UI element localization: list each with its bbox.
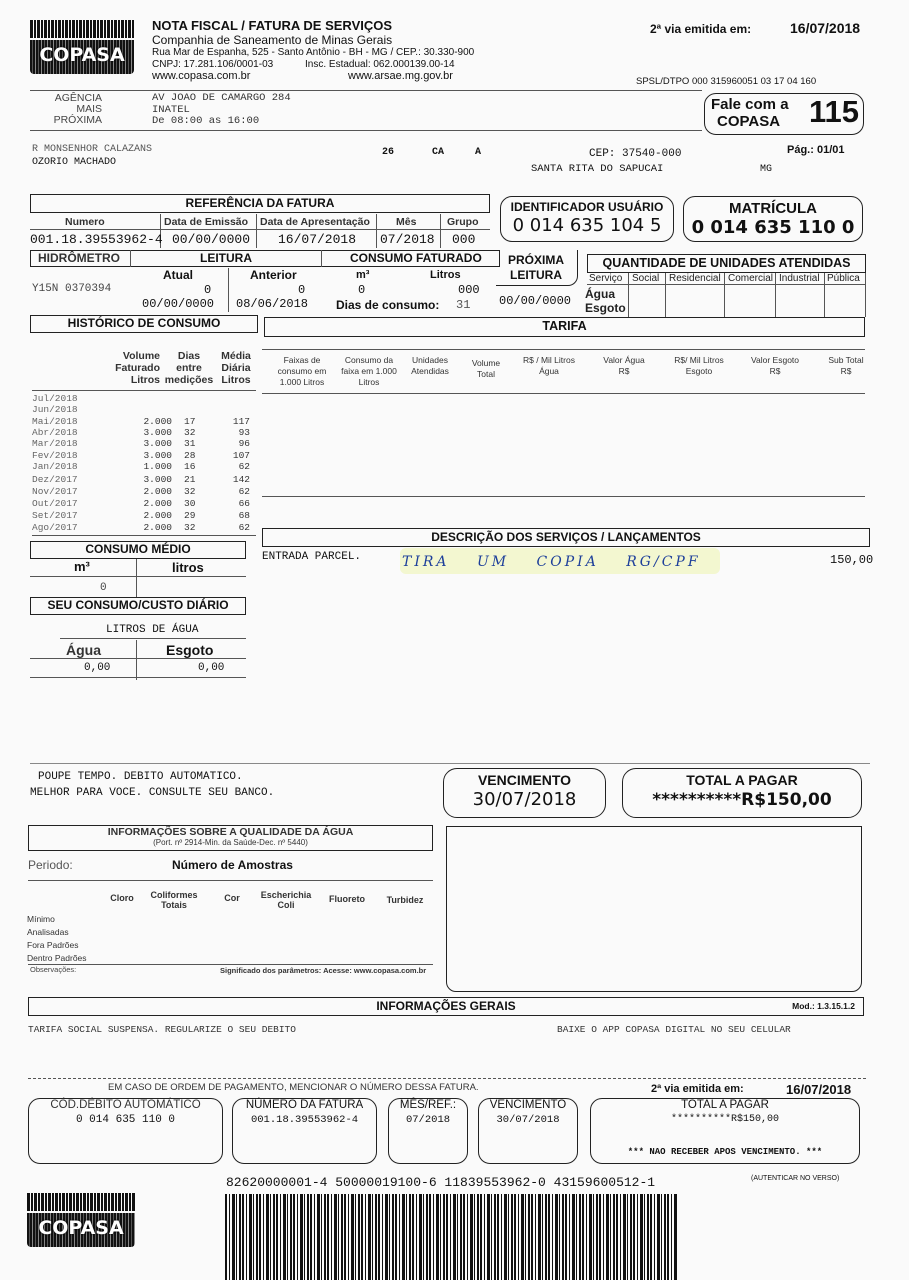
tarifa-col-faixas: Faixas de consumo em 1.000 Litros [277, 355, 327, 387]
historico-row: Fev/2018 3.000 28 107 [32, 450, 250, 461]
nao-receber-aviso: *** NAO RECEBER APOS VENCIMENTO. *** [627, 1147, 823, 1157]
numero-fatura-box [232, 1098, 377, 1164]
page-indicator: Pág.: 01/01 [787, 144, 845, 156]
custo-diario-title: SEU CONSUMO/CUSTO DIÁRIO [30, 597, 246, 615]
total-label: TOTAL A PAGAR [686, 772, 798, 788]
mensagem-line1: POUPE TEMPO. DEBITO AUTOMATICO. [38, 771, 243, 783]
fale-line1: Fale com a [711, 96, 789, 113]
canhoto-vencimento-label: VENCIMENTO [489, 1099, 567, 1111]
payment-barcode [225, 1194, 677, 1280]
document-title: NOTA FISCAL / FATURA DE SERVIÇOS [152, 18, 393, 33]
copasa-logo-footer: COPASA [27, 1193, 135, 1247]
qualidade-title-box [28, 825, 433, 851]
historico-title: HISTÓRICO DE CONSUMO [30, 315, 258, 333]
segunda-via-date: 16/07/2018 [790, 20, 861, 36]
custo-esgoto-label: Esgoto [166, 642, 214, 658]
col-escherichia: Escherichia Coli [260, 890, 312, 910]
client-comp1: CA [432, 147, 445, 158]
qualidade-rows: Mínimo Analisadas Fora Padrões Dentro Padrões [27, 914, 87, 963]
col-fluoreto: Fluoreto [329, 894, 365, 904]
handwritten-note: TIRA UM COPIA RG/CPF [402, 554, 701, 570]
copasa-logo: COPASA [30, 20, 134, 74]
tarifa-col-valor-esgoto: Valor Esgoto R$ [750, 355, 800, 376]
proxima-leitura-label: PRÓXIMA LEITURA [508, 253, 565, 282]
leitura-atual-value: 0 [204, 283, 212, 297]
client-city: SANTA RITA DO SAPUCAI [531, 163, 664, 175]
servico-desc: ENTRADA PARCEL. [262, 551, 362, 563]
company-address: Rua Mar de Espanha, 525 - Santo Antônio - BH - MG / CEP.: 30.330-900 [152, 47, 475, 58]
qualidade-title: INFORMAÇÕES SOBRE A QUALIDADE DA ÁGUA [107, 826, 354, 838]
tarifa-col-unidades: Unidades Atendidas [411, 355, 449, 376]
client-comp2: A [475, 147, 482, 158]
historico-col-media: Média Diária Litros [221, 350, 251, 386]
client-cep: CEP: 37540-000 [589, 148, 682, 160]
consumo-medio-m3-value: 0 [100, 582, 107, 594]
canhoto-total-label: TOTAL A PAGAR [681, 1099, 769, 1111]
info-gerais-box [28, 997, 864, 1016]
historico-row: Mar/2018 3.000 31 96 [32, 438, 250, 449]
hidrometro-label: HIDRÔMETRO [38, 251, 120, 265]
agencia-label: AGÊNCIA MAIS PRÓXIMA [53, 92, 102, 126]
total-value: **********R$150,00 [652, 790, 832, 810]
identificador-value: 0 014 635 104 5 [512, 215, 662, 236]
hidrometro-value: Y15N 0370394 [32, 283, 112, 295]
historico-row: Dez/2017 3.000 21 142 [32, 474, 250, 485]
consumo-litros-label: Litros [430, 269, 461, 281]
mensagem-line2: MELHOR PARA VOCE. CONSULTE SEU BANCO. [30, 787, 275, 799]
client-street: R MONSENHOR CALAZANS [32, 144, 153, 152]
canhoto-total-box [590, 1098, 860, 1164]
vencimento-value: 30/07/2018 [472, 789, 577, 810]
canhoto-total-value: **********R$150,00 [670, 1114, 780, 1125]
custo-agua-value: 0,00 [84, 662, 111, 674]
significado-link[interactable]: Significado dos parâmetros: Acesse: www.copasa.com.br [220, 966, 427, 975]
tarifa-col-rs-esgoto: R$/ Mil Litros Esgoto [674, 355, 724, 376]
numero-fatura-label: NÚMERO DA FATURA [245, 1099, 364, 1111]
vencimento-box [443, 768, 606, 818]
unidades-table: Serviço Social Residencial Comercial Industrial Pública Água Esgoto [587, 273, 866, 317]
dias-consumo-label: Dias de consumo: [336, 298, 440, 312]
canhoto-segunda-via-date: 16/07/2018 [786, 1082, 852, 1097]
tarifa-col-volume: Volume Total [471, 358, 501, 379]
mes-ref-label: MÊS/REF.: [399, 1099, 457, 1111]
client-uf: MG [760, 164, 773, 175]
consumo-m3-label: m³ [356, 269, 370, 281]
periodo-label: Periodo: [28, 858, 73, 872]
consumo-m3-value: 0 [358, 283, 366, 297]
consumo-medio-litros-label: litros [172, 560, 204, 575]
cod-debito-value: 0 014 635 110 0 [75, 1114, 176, 1126]
proxima-leitura-value: 00/00/0000 [499, 294, 572, 308]
tarifa-col-rs-agua: R$ / Mil Litros Água [523, 355, 575, 376]
cod-debito-label: CÓD.DÉBITO AUTOMÁTICO [50, 1099, 201, 1111]
leitura-atual-label: Atual [163, 268, 193, 282]
servicos-title: DESCRIÇÃO DOS SERVIÇOS / LANÇAMENTOS [262, 528, 870, 547]
observacoes-label: Observações: [30, 965, 77, 974]
historico-row: Set/2017 2.000 29 68 [32, 510, 250, 521]
phone-number: 115 [809, 94, 860, 129]
matricula-box [683, 196, 863, 242]
tarifa-col-subtotal: Sub Total R$ [828, 355, 864, 376]
mes-ref-value: 07/2018 [405, 1114, 451, 1126]
numero-fatura-value: 001.18.39553962-4 [250, 1114, 359, 1126]
leitura-atual-date: 00/00/0000 [142, 297, 215, 311]
leitura-label: LEITURA [200, 251, 252, 265]
canhoto-vencimento-value: 30/07/2018 [496, 1114, 560, 1126]
tarifa-title: TARIFA [264, 317, 865, 337]
vencimento-label: VENCIMENTO [477, 772, 572, 788]
historico-row: Jan/2018 1.000 16 62 [32, 461, 250, 472]
ordem-pagamento-notice: EM CASO DE ORDEM DE PAGAMENTO, MENCIONAR O NÚMERO DESSA FATURA. [108, 1082, 479, 1093]
qualidade-subtitle: (Port. nº 2914-Min. da Saúde-Dec. nº 5440) [153, 838, 308, 847]
historico-col-volume: Volume Faturado Litros [115, 350, 160, 386]
canhoto-vencimento-box [478, 1098, 578, 1164]
historico-row: Abr/2018 3.000 32 93 [32, 427, 250, 438]
referencia-title: REFERÊNCIA DA FATURA [30, 194, 490, 213]
historico-row: Jul/2018 [32, 393, 78, 404]
consumo-medio-title: CONSUMO MÉDIO [30, 541, 246, 559]
fale-line2: COPASA [717, 113, 781, 130]
servico-value: 150,00 [830, 553, 874, 567]
tarifa-col-consumo-faixa: Consumo da faixa em 1.000 Litros [341, 355, 397, 387]
leitura-anterior-label: Anterior [250, 268, 297, 282]
tarifa-col-valor-agua: Valor Água R$ [603, 355, 645, 376]
col-cor: Cor [224, 893, 240, 903]
dias-consumo-value: 31 [456, 298, 471, 312]
canhoto-segunda-via-label: 2ª via emitida em: [651, 1083, 744, 1095]
fale-com-copasa-box [704, 93, 864, 135]
linha-digitavel[interactable]: 82620000001-4 50000019100-6 11839553962-0 43159600512-1 [226, 1175, 656, 1190]
custo-esgoto-value: 0,00 [198, 662, 225, 674]
info-gerais-left: TARIFA SOCIAL SUSPENSA. REGULARIZE O SEU DEBITO [28, 1024, 296, 1035]
cod-debito-box [28, 1098, 223, 1164]
company-site-link[interactable]: www.copasa.com.br [152, 70, 251, 82]
consumo-medio-m3-label: m³ [74, 559, 90, 574]
inscricao-estadual: Insc. Estadual: 062.000139.00-14 [305, 59, 455, 70]
consumo-faturado-label: CONSUMO FATURADO [350, 251, 482, 265]
blank-message-box [446, 826, 862, 992]
agencia-address: AV JOAO DE CAMARGO 284 INATEL De 08:00 as 16:00 [152, 92, 291, 127]
leitura-anterior-value: 0 [298, 283, 306, 297]
segunda-via-label: 2ª via emitida em: [650, 22, 752, 36]
mes-ref-box [388, 1098, 468, 1164]
matricula-value: 0 014 635 110 0 [691, 217, 855, 238]
col-turbidez: Turbidez [386, 895, 424, 905]
arsae-site-link[interactable]: www.arsae.mg.gov.br [348, 70, 453, 82]
identificador-usuario-box [500, 196, 674, 242]
amostras-label: Número de Amostras [172, 858, 293, 872]
leitura-anterior-date: 08/06/2018 [236, 297, 309, 311]
custo-diario-subtitle: LITROS DE ÁGUA [106, 624, 199, 636]
identificador-label: IDENTIFICADOR USUÁRIO [510, 200, 664, 214]
historico-row: Jun/2018 [32, 404, 78, 415]
autenticar-verso: (AUTENTICAR NO VERSO) [751, 1175, 840, 1182]
historico-col-dias: Dias entre medições [164, 350, 214, 386]
internal-code: SPSL/DTPO 000 315960051 03 17 04 160 [636, 76, 817, 87]
matricula-label: MATRÍCULA [728, 200, 818, 217]
col-cloro: Cloro [110, 893, 134, 903]
info-gerais-right: BAIXE O APP COPASA DIGITAL NO SEU CELULAR [557, 1024, 791, 1035]
mod-code: Mod.: 1.3.15.1.2 [792, 1001, 855, 1011]
custo-agua-label: Água [66, 642, 101, 658]
historico-row: Nov/2017 2.000 32 62 [32, 486, 250, 497]
historico-row: Mai/2018 2.000 17 117 [32, 416, 250, 427]
total-pagar-box [622, 768, 862, 818]
historico-row: Ago/2017 2.000 32 62 [32, 522, 250, 533]
unidades-title: QUANTIDADE DE UNIDADES ATENDIDAS [587, 254, 866, 273]
cnpj: CNPJ: 17.281.106/0001-03 [152, 59, 274, 70]
col-coliformes: Coliformes Totais [150, 890, 198, 910]
consumo-litros-value: 000 [458, 283, 480, 297]
info-gerais-title: INFORMAÇÕES GERAIS [376, 999, 516, 1013]
company-name: Companhia de Saneamento de Minas Gerais [152, 33, 393, 47]
client-number: 26 [382, 147, 395, 158]
client-name: OZORIO MACHADO [32, 157, 117, 168]
historico-row: Out/2017 2.000 30 66 [32, 498, 250, 509]
